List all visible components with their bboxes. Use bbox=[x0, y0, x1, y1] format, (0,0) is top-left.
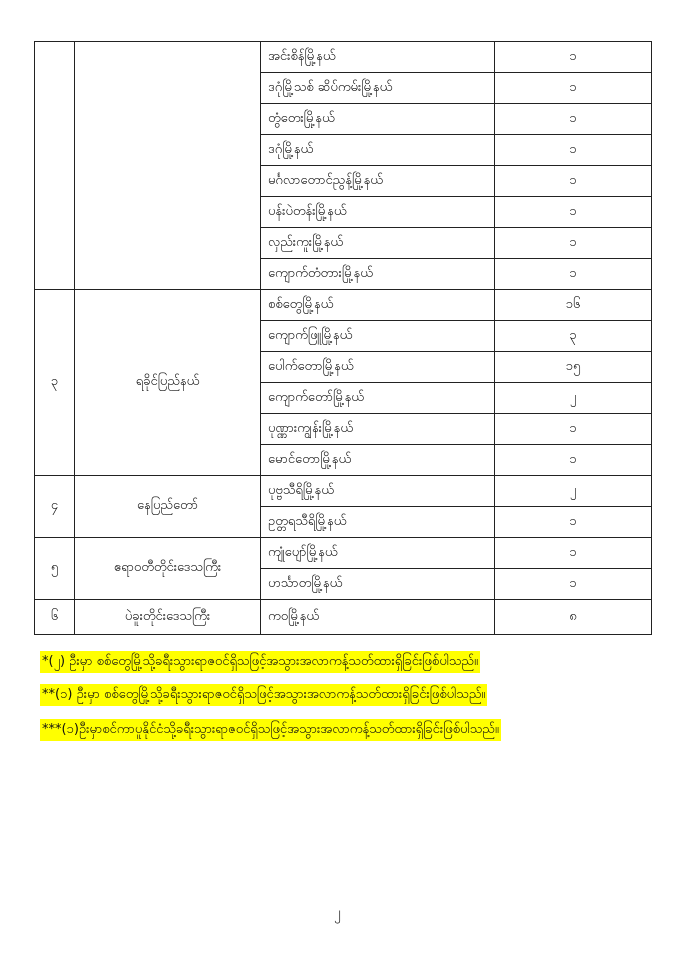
count-cell: ၁ bbox=[495, 197, 652, 228]
continued-region-cell bbox=[75, 42, 261, 290]
count-cell: ၁ bbox=[495, 104, 652, 135]
count-cell: ၁ bbox=[495, 445, 652, 476]
table-row bbox=[35, 290, 652, 321]
footnote-2: **(၁) ဦးမှာ စစ်တွေမြို့သို့ခရီးသွားရာဇဝင်ရှိသဖြင့်အသွားအလာကန့်သတ်ထားရှိခြင်းဖြစ်ပါသည်။ bbox=[40, 684, 487, 706]
township-cell: ဒဂုံမြို့သစ် ဆိပ်ကမ်းမြို့နယ် bbox=[261, 73, 495, 104]
township-cell: ကဝမြို့နယ် bbox=[261, 600, 495, 635]
count-cell: ၁ bbox=[495, 414, 652, 445]
region-cell: နေပြည်တော် bbox=[75, 476, 261, 538]
count-cell: ၈ bbox=[495, 600, 652, 635]
page-number: ၂ bbox=[334, 905, 341, 921]
table-row bbox=[35, 600, 652, 635]
region-cell: ဧရာဝတီတိုင်းဒေသကြီး bbox=[75, 538, 261, 600]
township-cell: အင်းစိန်မြို့နယ် bbox=[261, 42, 495, 73]
footnote-1: *(၂) ဦးမှာ စစ်တွေမြို့သို့ခရီးသွားရာဇဝင်ရှိသဖြင့်အသွားအလာကန့်သတ်ထားရှိခြင်းဖြစ်ပါသည်။ bbox=[40, 651, 480, 673]
township-cell: လှည်းကူးမြို့နယ် bbox=[261, 228, 495, 259]
table-row bbox=[35, 42, 652, 73]
continued-index-cell bbox=[35, 42, 75, 290]
region-cell: ရခိုင်ပြည်နယ် bbox=[75, 290, 261, 476]
row-index-cell: ၄ bbox=[35, 476, 75, 538]
count-cell: ၁ bbox=[495, 166, 652, 197]
count-cell: ၃ bbox=[495, 321, 652, 352]
row-index-cell: ၃ bbox=[35, 290, 75, 476]
row-index-cell: ၆ bbox=[35, 600, 75, 635]
count-cell: ၂ bbox=[495, 383, 652, 414]
count-cell: ၁ bbox=[495, 538, 652, 569]
township-cell: ပန်းပဲတန်းမြို့နယ် bbox=[261, 197, 495, 228]
township-cell: ဒဂုံမြို့နယ် bbox=[261, 135, 495, 166]
row-index-cell: ၅ bbox=[35, 538, 75, 600]
township-cell: ကျောက်တံတားမြို့နယ် bbox=[261, 259, 495, 290]
township-cell: မင်္ဂလာတောင်ညွန့်မြို့နယ် bbox=[261, 166, 495, 197]
township-cell: စစ်တွေမြို့နယ် bbox=[261, 290, 495, 321]
count-cell: ၂ bbox=[495, 476, 652, 507]
count-cell: ၁ bbox=[495, 135, 652, 166]
township-cell: ကျောက်ဖြူမြို့နယ် bbox=[261, 321, 495, 352]
township-cell: ကျုံပျော်မြို့နယ် bbox=[261, 538, 495, 569]
table-row bbox=[35, 538, 652, 569]
footnote-3: ***(၁)ဦးမှာစင်ကာပူနိုင်ငံသို့ခရီးသွားရာဇဝင်ရှိသဖြင့်အသွားအလာကန့်သတ်ထားရှိခြင်းဖြစ်ပါသည်။ bbox=[40, 719, 501, 741]
township-cell: ပုဏ္ဏားကျွန်းမြို့နယ် bbox=[261, 414, 495, 445]
region-cell: ပဲခူးတိုင်းဒေသကြီး bbox=[75, 600, 261, 635]
count-cell: ၁ bbox=[495, 228, 652, 259]
count-cell: ၁ bbox=[495, 73, 652, 104]
township-cell: ဥတ္တရသီရိမြို့နယ် bbox=[261, 507, 495, 538]
count-cell: ၁၅ bbox=[495, 352, 652, 383]
township-cell: ပုဗ္ဗသီရိမြို့နယ် bbox=[261, 476, 495, 507]
table-row bbox=[35, 476, 652, 507]
count-cell: ၁ bbox=[495, 259, 652, 290]
township-cell: တွံတေးမြို့နယ် bbox=[261, 104, 495, 135]
township-cell: မောင်တောမြို့နယ် bbox=[261, 445, 495, 476]
count-cell: ၁ bbox=[495, 569, 652, 600]
township-cell: ကျောက်တော်မြို့နယ် bbox=[261, 383, 495, 414]
count-cell: ၁၆ bbox=[495, 290, 652, 321]
count-cell: ၁ bbox=[495, 507, 652, 538]
table-body bbox=[35, 42, 652, 635]
township-cell: ဟင်္သာတမြို့နယ် bbox=[261, 569, 495, 600]
township-cell: ပေါက်တောမြို့နယ် bbox=[261, 352, 495, 383]
township-cases-table bbox=[34, 41, 652, 635]
count-cell: ၁ bbox=[495, 42, 652, 73]
